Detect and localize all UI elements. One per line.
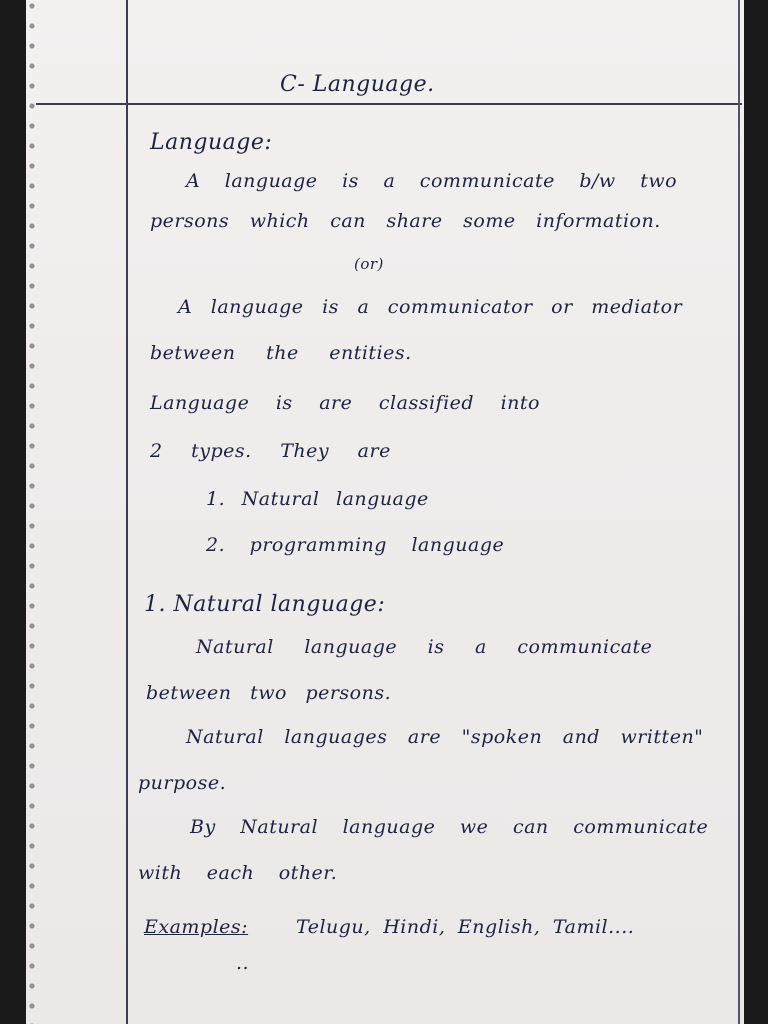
text-line: A language is a communicate b/w two: [186, 170, 678, 192]
text-line: Language is are classified into: [150, 392, 540, 414]
section-heading-natural-language: 1. Natural language:: [144, 592, 386, 617]
text-line: purpose.: [138, 772, 227, 794]
text-line: persons which can share some information.: [150, 210, 661, 232]
text-line: Natural language is a communicate: [196, 636, 653, 658]
list-item: 2. programming language: [206, 534, 505, 556]
text-line: A language is a communicator or mediator: [178, 296, 683, 318]
trailing-dots: ..: [236, 952, 250, 974]
spiral-binding: [26, 0, 38, 1024]
text-line: 2 types. They are: [150, 440, 391, 462]
margin-line: [126, 0, 128, 1024]
text-line: Natural languages are "spoken and written": [186, 726, 704, 748]
page-title: C- Language.: [280, 72, 435, 97]
text-line: By Natural language we can communicate: [190, 816, 709, 838]
section-heading-language: Language:: [150, 130, 273, 155]
text-line: (or): [354, 255, 384, 273]
text-line: between the entities.: [150, 342, 412, 364]
examples-label: Examples:: [144, 916, 249, 938]
header-line: [36, 103, 742, 105]
text-line: with each other.: [138, 862, 338, 884]
right-edge-line: [738, 0, 740, 1024]
list-item: 1. Natural language: [206, 488, 429, 510]
text-line: between two persons.: [146, 682, 392, 704]
notebook-page: [26, 0, 744, 1024]
examples-list: Telugu, Hindi, English, Tamil....: [296, 916, 635, 938]
